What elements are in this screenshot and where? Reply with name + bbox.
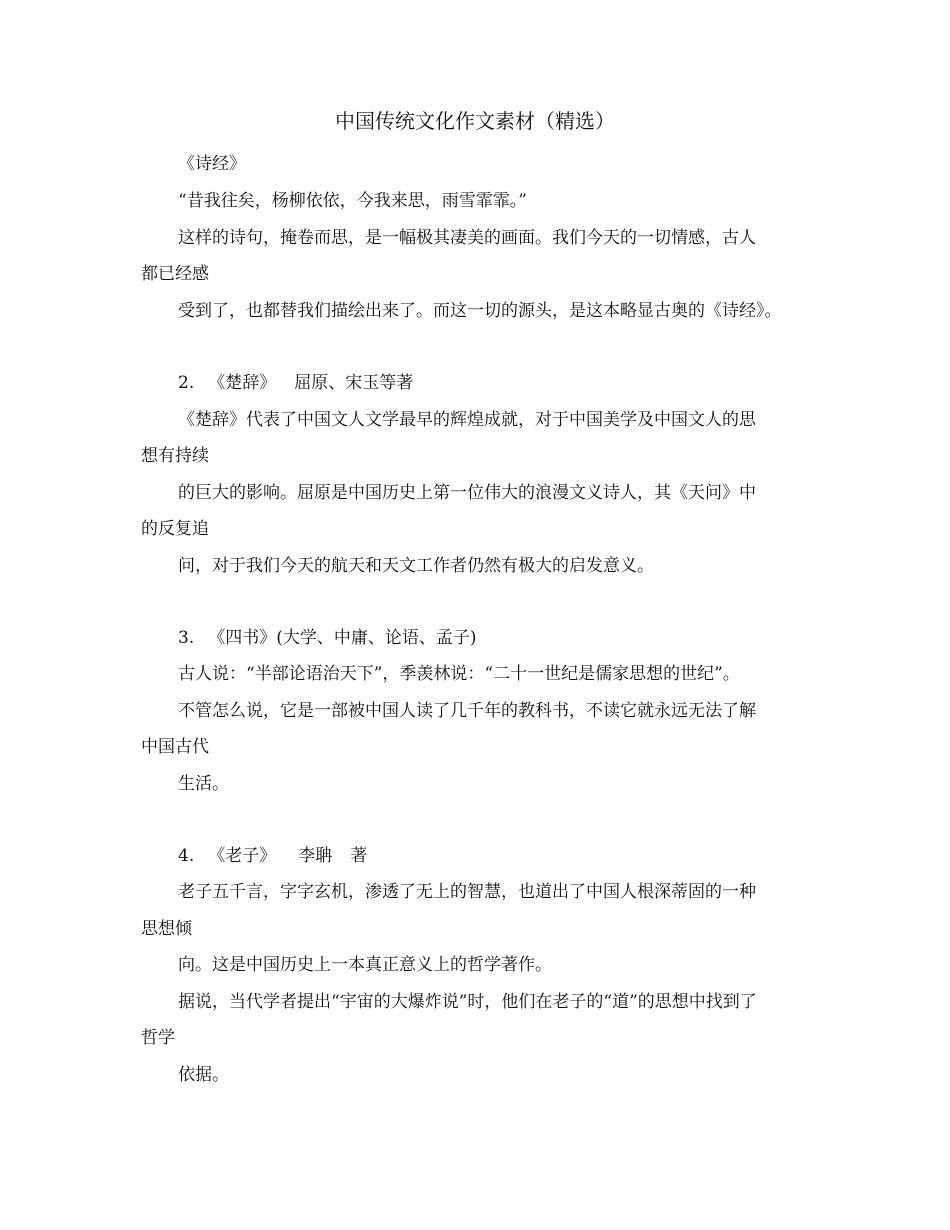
paragraph-line: 依据。	[178, 1065, 229, 1085]
paragraph-line: 的巨大的影响。屈原是中国历史上第一位伟大的浪漫文义诗人，其《天问》中	[178, 483, 756, 503]
section-author: 李聃	[298, 846, 333, 866]
section-number: 4.	[178, 846, 195, 866]
paragraph-line: 的反复追	[141, 519, 209, 539]
paragraph-line: 问，对于我们今天的航天和天文工作者仍然有极大的启发意义。	[178, 556, 654, 576]
section-number: 3.	[178, 628, 195, 648]
section-heading-chuci	[178, 371, 413, 395]
paragraph-line: 中国古代	[141, 737, 209, 757]
paragraph-line: 老子五千言，字字玄机，渗透了无上的智慧，也道出了中国人根深蒂固的一种	[178, 882, 756, 902]
section-number: 2.	[178, 373, 195, 393]
section-work-title: 《四书》(大学、中庸、论语、孟子)	[208, 628, 477, 648]
paragraph-line: 古人说：“半部论语治天下”，季羡林说：“二十一世纪是儒家思想的世纪”。	[178, 664, 740, 684]
paragraph-line: 不管怎么说，它是一部被中国人读了几千年的教科书，不读它就永远无法了解	[178, 701, 756, 721]
section-heading-shijing: 《诗经》	[178, 154, 246, 174]
section-author: 屈原、宋玉等著	[294, 373, 414, 393]
section-work-title: 《楚辞》	[208, 373, 277, 393]
paragraph-line: 据说，当代学者提出“宇宙的大爆炸说”时，他们在老子的“道”的思想中找到了	[178, 992, 757, 1012]
document-title: 中国传统文化作文素材（精选）	[335, 109, 615, 133]
paragraph-line: 想有持续	[141, 446, 209, 466]
section-work-title: 《老子》	[208, 846, 277, 866]
section-author-suffix: 著	[350, 846, 368, 866]
paragraph-line: 《楚辞》代表了中国文人文学最早的辉煌成就，对于中国美学及中国文人的思	[178, 410, 756, 430]
paragraph-line: 向。这是中国历史上一本真正意义上的哲学著作。	[178, 955, 552, 975]
paragraph-line: 都已经感	[141, 264, 209, 284]
paragraph-line: “昔我往矣，杨柳依依，今我来思，雨雪霏霏。”	[178, 191, 527, 211]
paragraph-line: 思想倾	[141, 919, 192, 939]
section-heading-sishu	[178, 626, 477, 650]
paragraph-line: 这样的诗句，掩卷而思，是一幅极其凄美的画面。我们今天的一切情感，古人	[178, 228, 756, 248]
section-heading-laozi	[178, 844, 367, 868]
paragraph-line: 哲学	[141, 1028, 175, 1048]
paragraph-line: 生活。	[178, 774, 229, 794]
paragraph-line: 受到了，也都替我们描绘出来了。而这一切的源头，是这本略显古奥的《诗经》。	[178, 301, 782, 321]
